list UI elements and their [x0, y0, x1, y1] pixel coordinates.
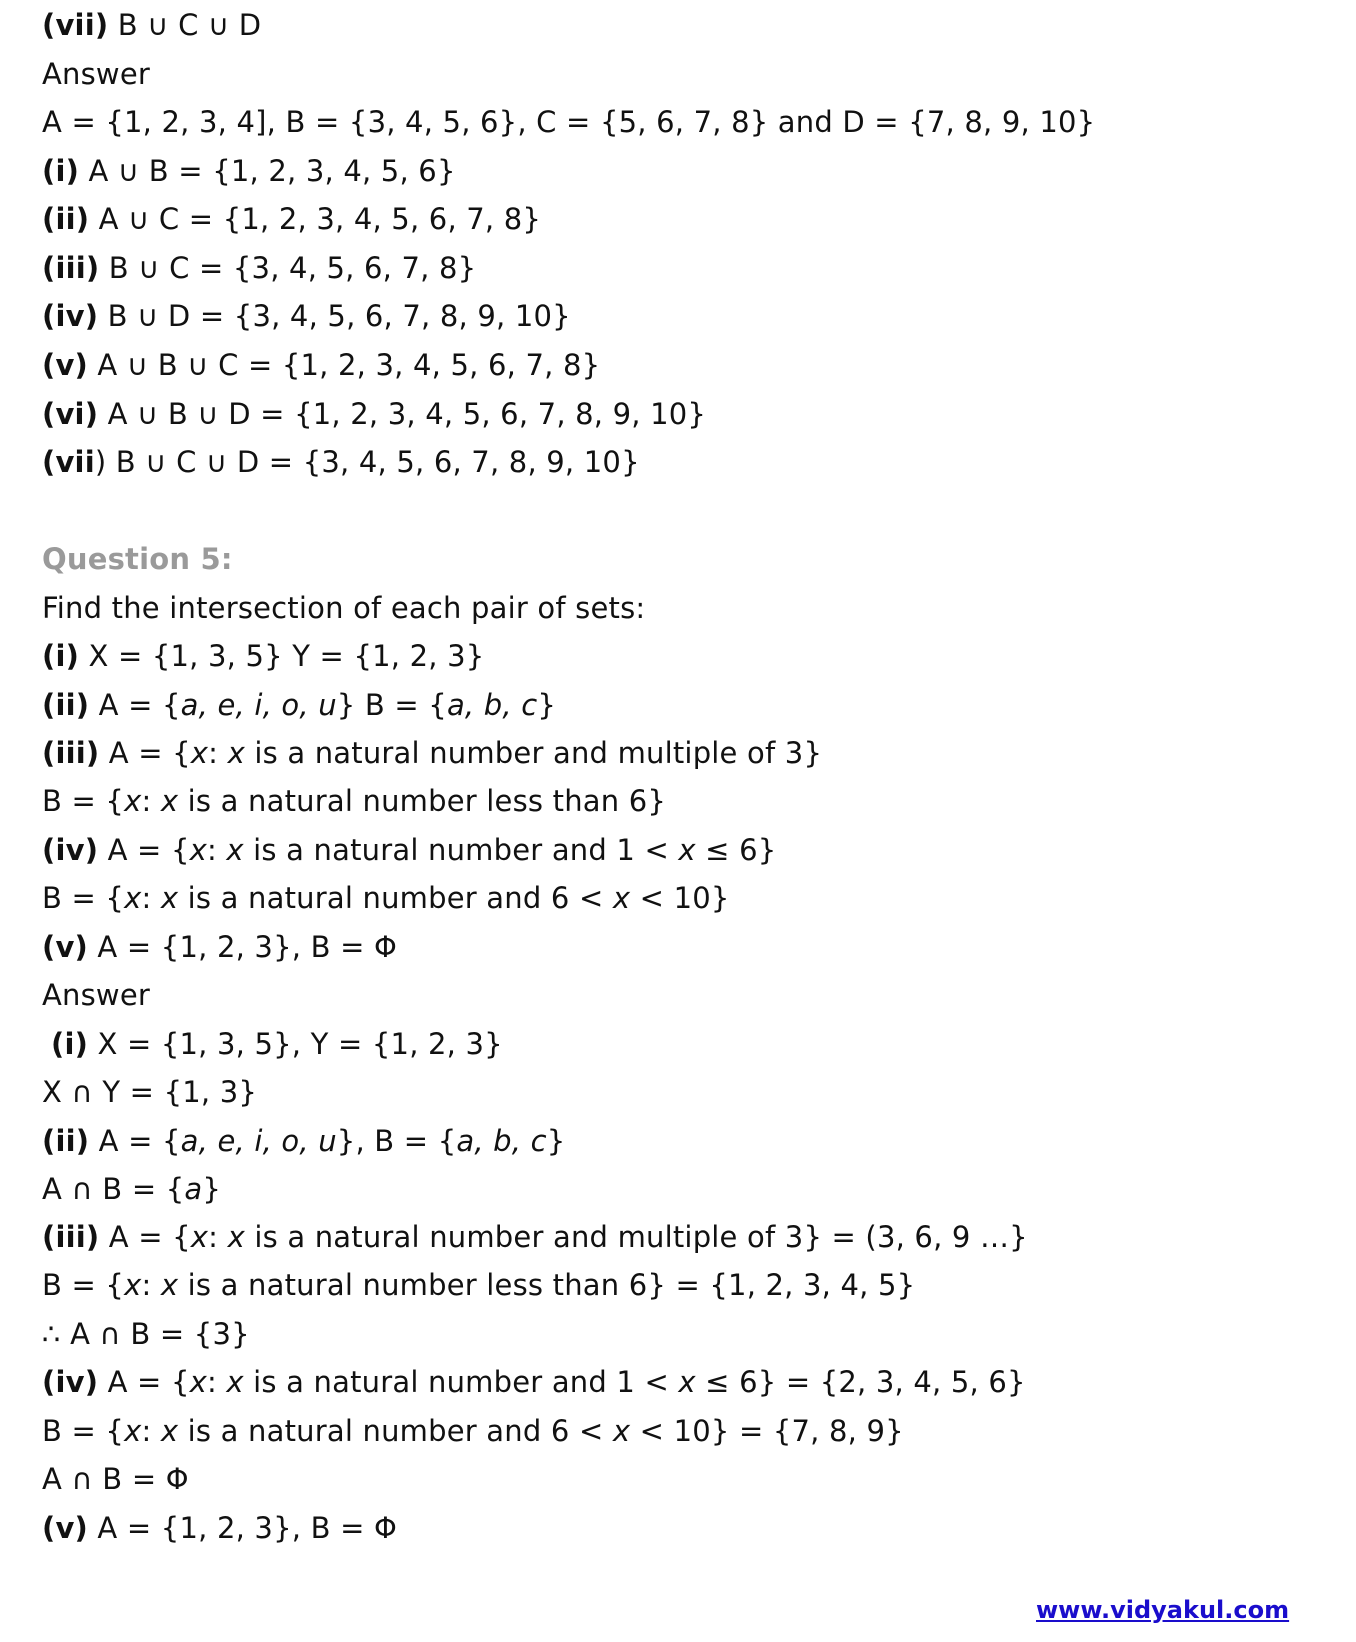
- text-segment: A = {: [99, 736, 191, 770]
- q5-answer-ii-result: [42, 1171, 221, 1207]
- text-segment: is a natural number and 6 <: [178, 881, 613, 915]
- italic-segment: x: [226, 1365, 244, 1399]
- answer-text: B ∪ D = {3, 4, 5, 6, 7, 8, 9, 10}: [98, 299, 571, 333]
- part-label: (iv): [42, 833, 99, 867]
- italic-segment: x: [678, 833, 696, 867]
- part-label: (ii): [42, 688, 90, 722]
- q5-answer-iii-b: [42, 1267, 915, 1303]
- text-segment: :: [141, 784, 161, 818]
- text-segment: B = {: [42, 1268, 125, 1302]
- q4-answer-vi: [42, 396, 706, 432]
- part-text: X = {1, 3, 5} Y = {1, 2, 3}: [79, 639, 485, 673]
- q5-answer-iii-a: [42, 1219, 1028, 1255]
- answer-label: (vi): [42, 397, 99, 431]
- italic-segment: x: [678, 1365, 696, 1399]
- text-segment: } B = {: [336, 688, 447, 722]
- q4-answer-iii: [42, 250, 476, 286]
- italic-segment: a, b, c: [456, 1124, 547, 1158]
- italic-segment: x: [124, 1414, 142, 1448]
- question-5-heading: Question 5:: [42, 542, 233, 576]
- q5-answer-iv-result: A ∩ B = Φ: [42, 1462, 189, 1496]
- q5-part-iii-b: [42, 783, 666, 819]
- text-segment: A = {: [89, 1124, 181, 1158]
- italic-segment: a: [184, 1172, 203, 1206]
- answer-label: (iii): [42, 251, 100, 285]
- text-segment: < 10} = {7, 8, 9}: [630, 1414, 904, 1448]
- answer-label: (ii): [42, 1124, 90, 1158]
- q5-answer-i-result: X ∩ Y = {1, 3}: [42, 1075, 258, 1109]
- q4-answer-label: Answer: [42, 57, 151, 91]
- q5-answer-i: [51, 1026, 503, 1062]
- text-segment: is a natural number and 6 <: [178, 1414, 613, 1448]
- answer-text: A ∪ B ∪ D = {1, 2, 3, 4, 5, 6, 7, 8, 9, 10}: [98, 397, 707, 431]
- part-label: (v): [42, 930, 89, 964]
- q5-answer-ii: [42, 1123, 565, 1159]
- answer-label: (i): [51, 1027, 89, 1061]
- italic-segment: x: [124, 784, 142, 818]
- italic-segment: x: [612, 1414, 631, 1448]
- text-segment: }: [546, 1124, 566, 1158]
- text-segment: :: [141, 881, 161, 915]
- q5-part-i: [42, 638, 484, 674]
- italic-segment: x: [124, 1268, 142, 1302]
- text-segment: B = {: [42, 881, 125, 915]
- q5-answer-iii-result: ∴ A ∩ B = {3}: [42, 1317, 250, 1351]
- answer-label: (vii: [42, 445, 95, 479]
- q4-answer-i: [42, 153, 456, 189]
- italic-segment: x: [227, 1220, 245, 1254]
- text-segment: :: [141, 1268, 161, 1302]
- q4-answer-v: [42, 347, 600, 383]
- text-segment: is a natural number less than 6}: [178, 784, 667, 818]
- answer-text: A ∪ B = {1, 2, 3, 4, 5, 6}: [79, 154, 456, 188]
- text-segment: :: [141, 1414, 161, 1448]
- italic-segment: x: [160, 881, 179, 915]
- text-segment: A = {: [98, 1365, 190, 1399]
- text-segment: is a natural number less than 6} = {1, 2, 3, 4, 5}: [178, 1268, 916, 1302]
- italic-segment: x: [189, 833, 207, 867]
- answer-text: A ∪ C = {1, 2, 3, 4, 5, 6, 7, 8}: [89, 202, 542, 236]
- text-segment: A ∩ B = {: [42, 1172, 185, 1206]
- italic-segment: x: [612, 881, 631, 915]
- text-segment: }: [537, 688, 557, 722]
- answer-text: X = {1, 3, 5}, Y = {1, 2, 3}: [88, 1027, 503, 1061]
- italic-segment: x: [160, 784, 179, 818]
- q5-answer-label: Answer: [42, 978, 151, 1012]
- text-segment: :: [208, 736, 228, 770]
- q5-part-ii: [42, 687, 556, 723]
- italic-segment: x: [227, 736, 245, 770]
- answer-text: A = {1, 2, 3}, B = Φ: [88, 1511, 398, 1545]
- q4-given-sets: A = {1, 2, 3, 4], B = {3, 4, 5, 6}, C = {5, 6, 7, 8} and D = {7, 8, 9, 10}: [42, 105, 1096, 139]
- answer-text: B ∪ C = {3, 4, 5, 6, 7, 8}: [99, 251, 477, 285]
- text-segment: A = {: [99, 1220, 191, 1254]
- italic-segment: x: [190, 736, 209, 770]
- italic-segment: x: [226, 833, 244, 867]
- text-segment: :: [206, 1365, 227, 1399]
- q5-part-iv-a: [42, 832, 776, 868]
- question-5-prompt: Find the intersection of each pair of sets:: [42, 591, 646, 625]
- text-segment: }, B = {: [336, 1124, 457, 1158]
- text-segment: ≤ 6}: [695, 833, 777, 867]
- q5-answer-v: [42, 1510, 397, 1546]
- text-segment: A = {: [98, 833, 190, 867]
- q4-answer-ii: [42, 201, 541, 237]
- part-text: A = {1, 2, 3}, B = Φ: [88, 930, 398, 964]
- text-segment: }: [202, 1172, 222, 1206]
- text-segment: B = {: [42, 784, 125, 818]
- q5-answer-iv-b: [42, 1413, 904, 1449]
- text-segment: is a natural number and 1 <: [243, 1365, 679, 1399]
- answer-label: (iii): [42, 1220, 100, 1254]
- italic-segment: x: [189, 1365, 207, 1399]
- italic-segment: x: [160, 1268, 179, 1302]
- part-label: (i): [42, 639, 80, 673]
- vidyakul-website-link[interactable]: www.vidyakul.com: [1036, 1596, 1290, 1624]
- answer-label: (v): [42, 348, 89, 382]
- q5-part-v: [42, 929, 397, 965]
- text-segment: :: [208, 1220, 228, 1254]
- text-segment: B = {: [42, 1414, 125, 1448]
- italic-segment: x: [190, 1220, 209, 1254]
- answer-label: (iv): [42, 299, 99, 333]
- answer-label: (v): [42, 1511, 89, 1545]
- part-text: B ∪ C ∪ D: [108, 8, 262, 42]
- answer-label: (iv): [42, 1365, 99, 1399]
- part-label: (vii): [42, 8, 109, 42]
- text-segment: :: [206, 833, 227, 867]
- italic-segment: a, e, i, o, u: [180, 1124, 337, 1158]
- q4-answer-iv: [42, 298, 571, 334]
- text-segment: A = {: [89, 688, 181, 722]
- text-segment: is a natural number and multiple of 3} = (3, 6, 9 …}: [244, 1220, 1028, 1254]
- text-segment: < 10}: [630, 881, 730, 915]
- italic-segment: a, e, i, o, u: [180, 688, 337, 722]
- q4-answer-vii: [42, 444, 640, 480]
- text-segment: is a natural number and 1 <: [243, 833, 679, 867]
- text-segment: is a natural number and multiple of 3}: [244, 736, 823, 770]
- answer-text: ) B ∪ C ∪ D = {3, 4, 5, 6, 7, 8, 9, 10}: [94, 445, 640, 479]
- answer-text: A ∪ B ∪ C = {1, 2, 3, 4, 5, 6, 7, 8}: [88, 348, 601, 382]
- answer-label: (i): [42, 154, 80, 188]
- italic-segment: x: [124, 881, 142, 915]
- q4-part-vii: [42, 7, 261, 43]
- part-label: (iii): [42, 736, 100, 770]
- answer-label: (ii): [42, 202, 90, 236]
- q5-answer-iv-a: [42, 1364, 1026, 1400]
- italic-segment: x: [160, 1414, 179, 1448]
- q5-part-iii-a: [42, 735, 822, 771]
- italic-segment: a, b, c: [446, 688, 538, 722]
- q5-part-iv-b: [42, 880, 730, 916]
- text-segment: ≤ 6} = {2, 3, 4, 5, 6}: [695, 1365, 1026, 1399]
